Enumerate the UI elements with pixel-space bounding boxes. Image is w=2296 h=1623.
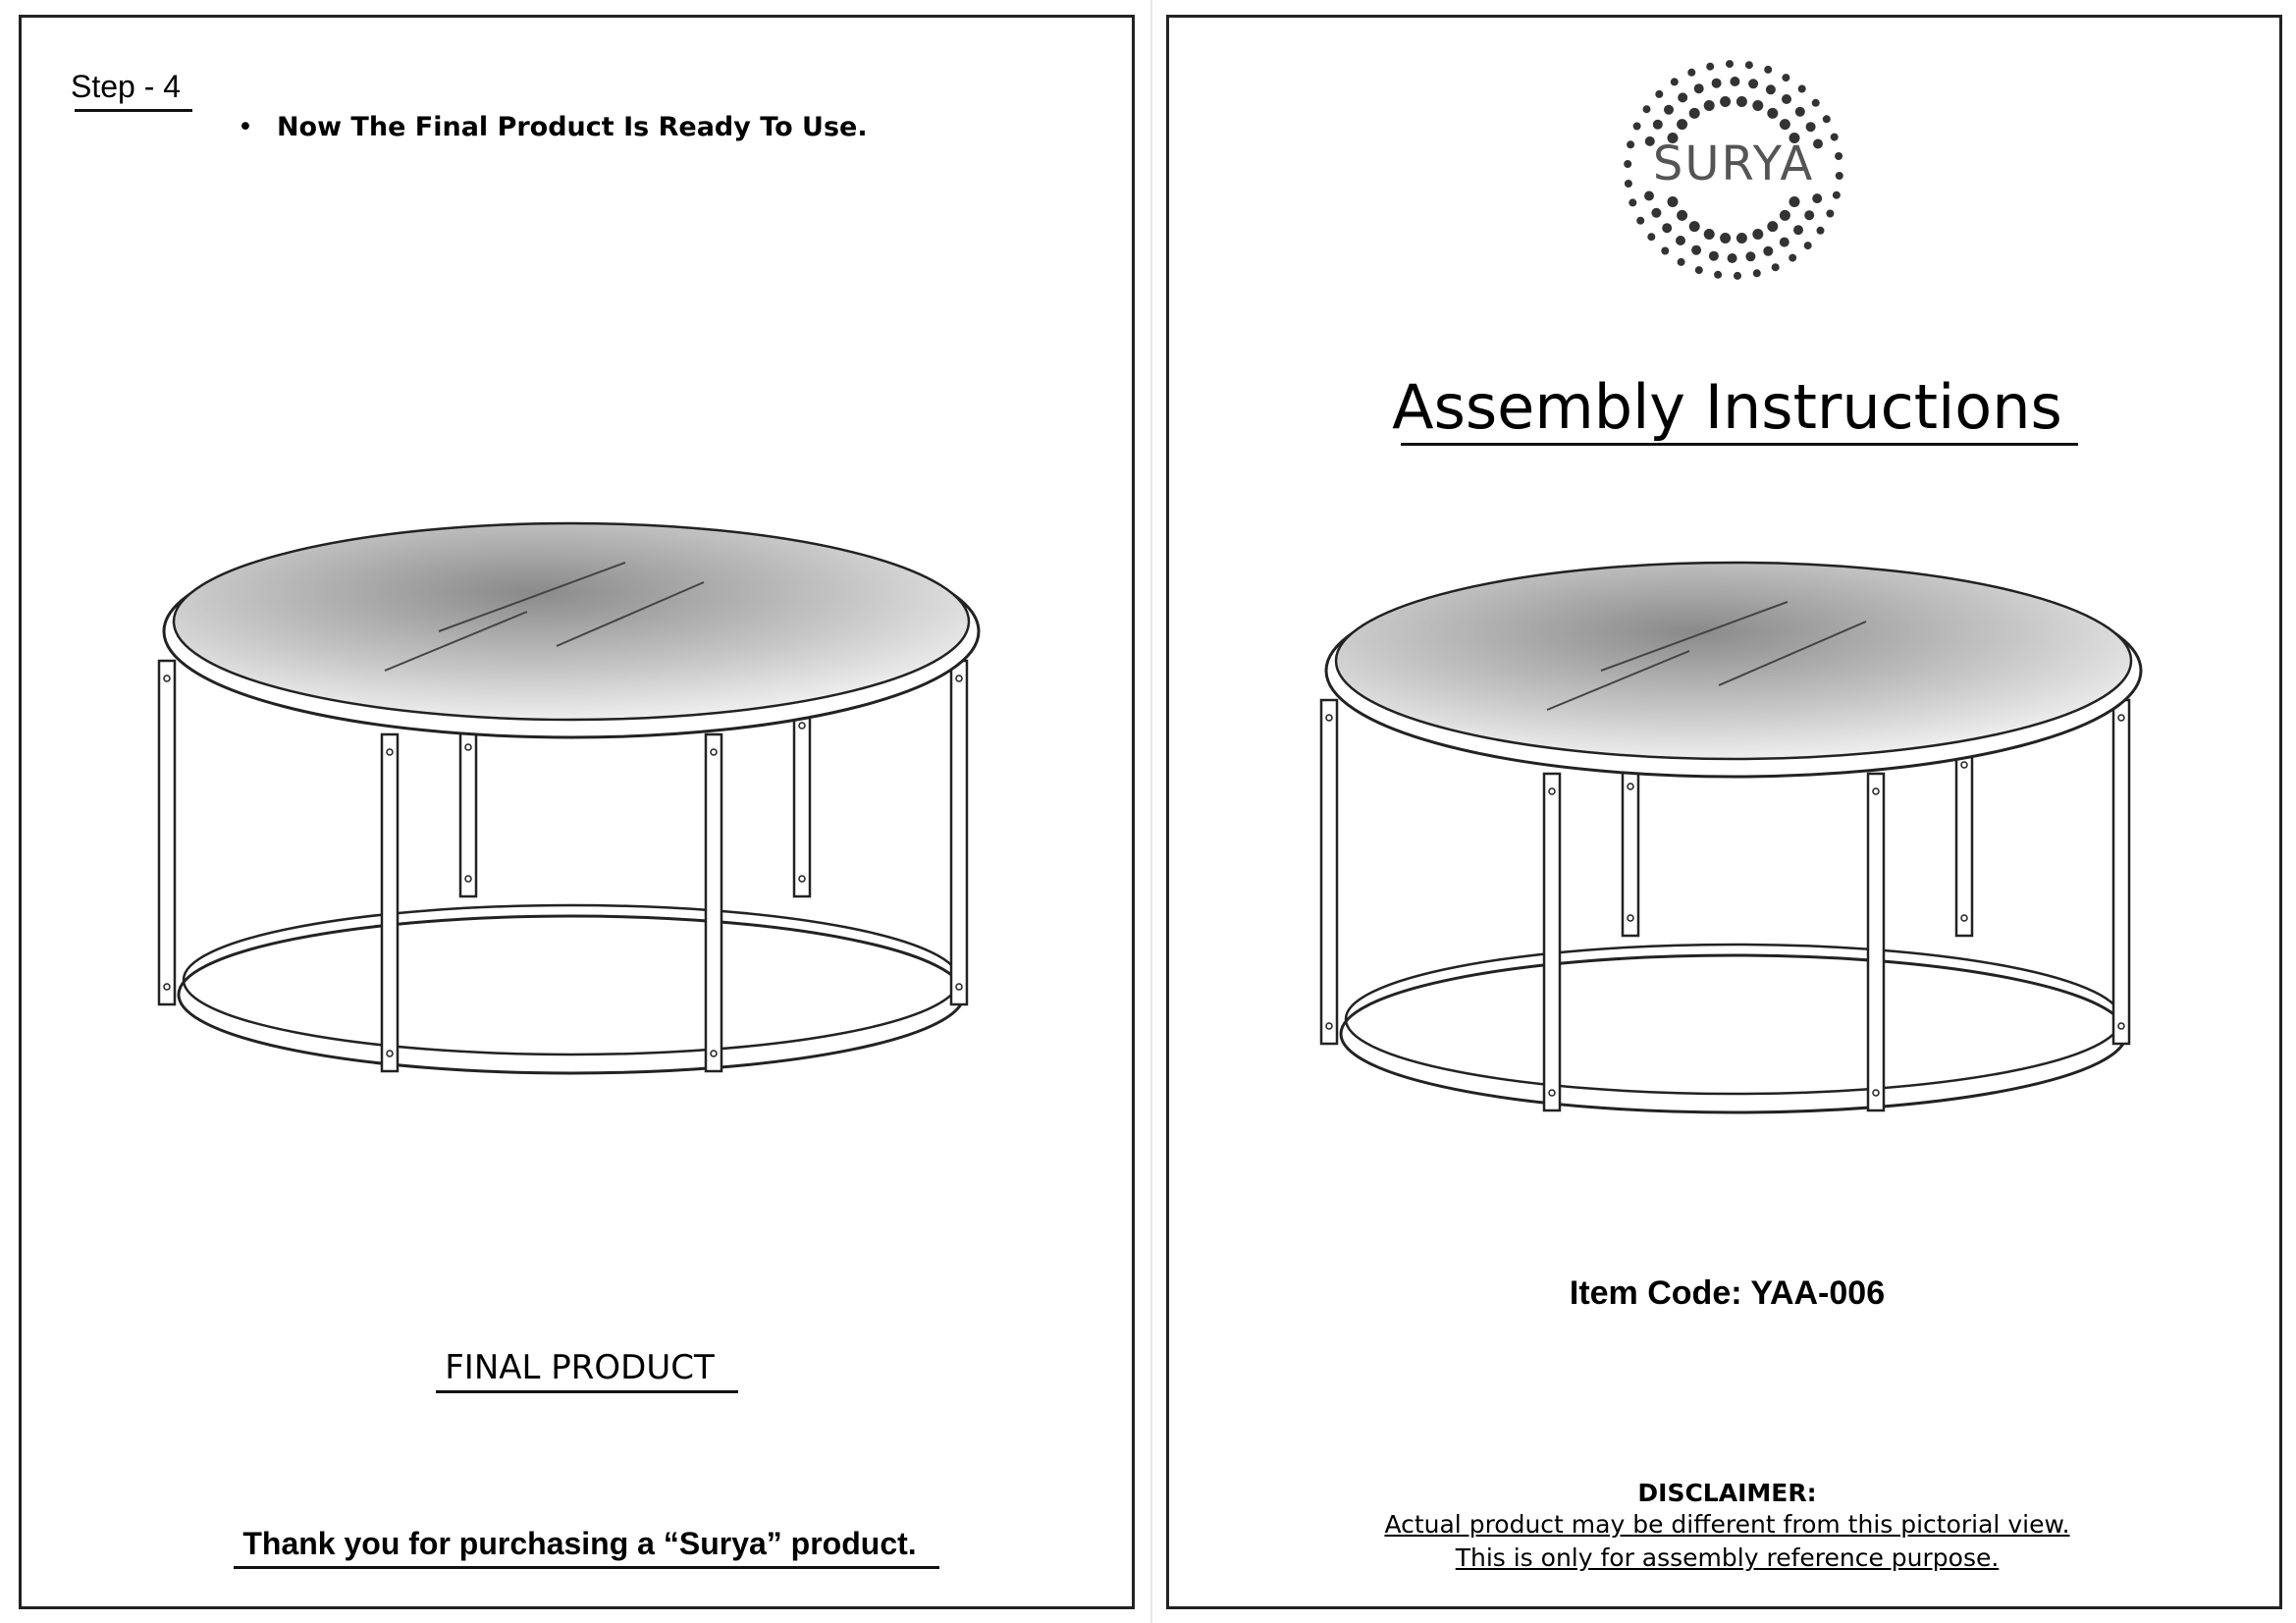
logo-dot bbox=[1720, 233, 1731, 243]
logo-dot bbox=[1823, 115, 1831, 123]
logo-dot bbox=[1804, 242, 1812, 249]
logo-dot bbox=[1653, 120, 1663, 130]
logo-dot bbox=[1709, 251, 1719, 261]
logo-dot bbox=[1736, 96, 1747, 107]
logo-dot bbox=[1734, 272, 1741, 280]
page-divider bbox=[1150, 0, 1152, 1623]
disclaimer-heading: DISCLAIMER: bbox=[1637, 1479, 1817, 1507]
logo-dot bbox=[1662, 223, 1672, 233]
logo-dot bbox=[1689, 108, 1700, 119]
step-instruction bbox=[238, 112, 868, 142]
logo-dot bbox=[1826, 210, 1834, 218]
logo-dot bbox=[1704, 100, 1715, 111]
logo-dot bbox=[1730, 77, 1739, 86]
logo-dot bbox=[1752, 100, 1763, 111]
logo-dot bbox=[1831, 134, 1839, 141]
document-title: Assembly Instructions bbox=[1392, 371, 2062, 443]
logo-dot bbox=[1627, 140, 1634, 148]
table-leg bbox=[1321, 700, 1337, 1044]
logo-dot bbox=[1833, 191, 1841, 199]
logo-dot bbox=[1636, 217, 1644, 225]
table-leg bbox=[1868, 774, 1884, 1110]
surya-logo bbox=[1611, 47, 1856, 293]
step-text: Now The Final Product Is Ready To Use. bbox=[276, 112, 868, 142]
table-leg bbox=[951, 661, 967, 1004]
logo-dot bbox=[1661, 247, 1669, 255]
table-leg bbox=[1623, 769, 1638, 936]
logo-dot bbox=[1644, 191, 1654, 201]
base-ring-inner bbox=[184, 905, 959, 1055]
logo-dot bbox=[1643, 105, 1651, 113]
table-leg bbox=[2113, 700, 2129, 1044]
logo-dot bbox=[1772, 263, 1780, 271]
base-ring-outer bbox=[1341, 955, 2126, 1112]
logo-dot bbox=[1753, 269, 1761, 277]
logo-dot bbox=[1677, 119, 1687, 130]
logo-dot bbox=[1789, 254, 1796, 262]
bullet-icon: • bbox=[238, 112, 253, 142]
product-illustration bbox=[1311, 523, 2175, 1162]
step-label: Step - 4 bbox=[71, 69, 182, 104]
logo-dot bbox=[1691, 245, 1701, 255]
table-leg bbox=[159, 661, 175, 1004]
disclaimer-line-1: Actual product may be different from this pictorial view. bbox=[1384, 1510, 2070, 1539]
logo-dot bbox=[1812, 99, 1820, 107]
logo-dot bbox=[1678, 258, 1685, 266]
logo-dot bbox=[1647, 233, 1655, 241]
logo-dot bbox=[1767, 108, 1778, 119]
logo-dot bbox=[1664, 105, 1674, 115]
step-underline bbox=[75, 109, 192, 112]
logo-dot bbox=[1835, 152, 1842, 160]
logo-dot bbox=[1720, 96, 1731, 107]
logo-text: SURYA bbox=[1652, 136, 1815, 191]
logo-dot bbox=[1804, 210, 1814, 220]
table-leg bbox=[1544, 774, 1560, 1110]
logo-dot bbox=[1668, 196, 1679, 207]
table-leg bbox=[460, 730, 476, 896]
logo-dot bbox=[1789, 196, 1800, 207]
logo-dot bbox=[1625, 180, 1632, 188]
logo-dot bbox=[1795, 107, 1805, 117]
table-leg bbox=[1956, 747, 1972, 936]
logo-dot bbox=[1763, 246, 1773, 256]
logo-dot bbox=[1728, 253, 1737, 263]
logo-dot bbox=[1694, 83, 1704, 93]
logo-dot bbox=[1714, 271, 1722, 279]
logo-dot bbox=[1655, 90, 1663, 98]
table-leg bbox=[706, 734, 721, 1071]
logo-dot bbox=[1782, 94, 1791, 104]
final-product-illustration bbox=[149, 484, 1013, 1122]
logo-dot bbox=[1726, 60, 1734, 68]
logo-dot bbox=[1712, 79, 1722, 88]
logo-dot bbox=[1745, 61, 1753, 69]
logo-dot bbox=[1629, 198, 1636, 206]
final-product-label: FINAL PRODUCT bbox=[445, 1348, 715, 1387]
logo-dot bbox=[1677, 210, 1687, 221]
logo-dot bbox=[1798, 85, 1806, 93]
table-leg bbox=[382, 734, 398, 1071]
logo-dot bbox=[1813, 139, 1823, 149]
logo-dot bbox=[1766, 84, 1776, 94]
logo-dot bbox=[1678, 92, 1687, 102]
item-code: Item Code: YAA-006 bbox=[1569, 1274, 1886, 1312]
logo-dot bbox=[1704, 229, 1715, 240]
table-leg bbox=[794, 708, 810, 896]
logo-dot bbox=[1748, 79, 1758, 88]
logo-dot bbox=[1780, 210, 1790, 221]
logo-dot bbox=[1780, 119, 1790, 130]
logo-dot bbox=[1676, 236, 1685, 245]
right-page bbox=[1166, 15, 2282, 1609]
logo-dot bbox=[1780, 238, 1789, 247]
logo-dot bbox=[1687, 69, 1695, 77]
logo-dot bbox=[1812, 193, 1822, 203]
logo-dot bbox=[1633, 123, 1641, 131]
base-ring-inner bbox=[1346, 945, 2121, 1094]
logo-dot bbox=[1695, 266, 1703, 274]
base-ring-outer bbox=[179, 916, 964, 1073]
logo-dot bbox=[1817, 227, 1825, 235]
logo-dot bbox=[1836, 172, 1843, 180]
disclaimer-line-2: This is only for assembly reference purpose. bbox=[1455, 1543, 2000, 1572]
table-glass-top bbox=[1336, 563, 2131, 759]
logo-dot bbox=[1793, 225, 1803, 235]
logo-dot bbox=[1806, 122, 1816, 132]
logo-dot bbox=[1745, 251, 1755, 261]
logo-dot bbox=[1671, 78, 1679, 85]
logo-dot bbox=[1651, 208, 1661, 218]
final-product-underline bbox=[436, 1390, 738, 1393]
logo-dot bbox=[1782, 74, 1789, 81]
logo-dot bbox=[1767, 221, 1778, 232]
table-glass-top bbox=[174, 523, 969, 720]
left-page bbox=[19, 15, 1135, 1609]
thank-you-underline bbox=[234, 1566, 939, 1569]
logo-dot bbox=[1764, 66, 1772, 74]
logo-dot bbox=[1706, 63, 1714, 71]
logo-dot bbox=[1752, 229, 1763, 240]
logo-dot bbox=[1689, 221, 1700, 232]
title-underline bbox=[1401, 443, 2078, 446]
logo-dot bbox=[1624, 160, 1631, 168]
thank-you-text: Thank you for purchasing a “Surya” product. bbox=[242, 1526, 917, 1561]
logo-dot bbox=[1736, 233, 1747, 243]
